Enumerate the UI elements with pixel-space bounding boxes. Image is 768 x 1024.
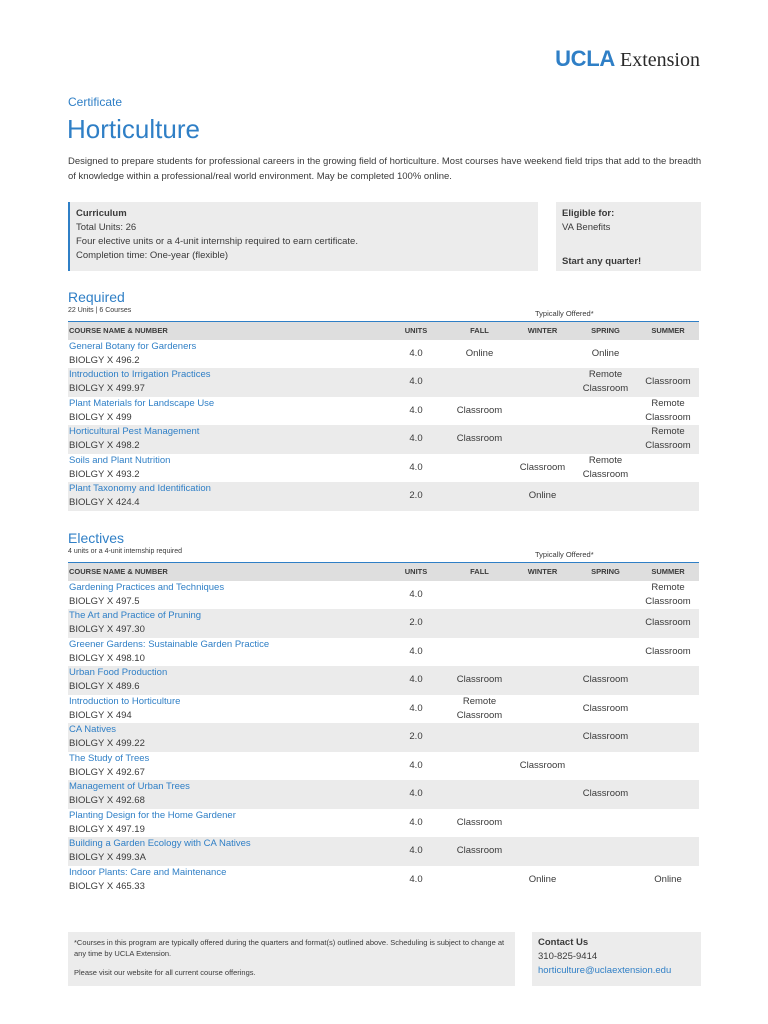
course-code: BIOLGY X 499.22 — [69, 738, 145, 750]
certificate-label: Certificate — [68, 95, 123, 109]
course-summer-cell: Classroom — [645, 645, 691, 657]
course-spring-cell — [574, 609, 637, 638]
course-code: BIOLGY X 498.2 — [69, 440, 140, 452]
course-fall-cell: Online — [465, 347, 494, 359]
course-spring-cell — [574, 638, 637, 667]
course-units-cell: 4.0 — [409, 404, 423, 416]
header-course-name: COURSE NAME & NUMBER — [69, 326, 168, 336]
course-fall-cell — [448, 866, 511, 895]
course-code: BIOLGY X 489.6 — [69, 681, 140, 693]
course-code: BIOLGY X 499.97 — [69, 383, 145, 395]
course-units-cell: 2.0 — [409, 490, 423, 502]
course-cell — [68, 397, 384, 426]
course-units-cell: 4.0 — [409, 376, 423, 388]
course-spring-cell: Classroom — [582, 702, 629, 714]
course-row — [68, 752, 699, 781]
eligibility-heading: Eligible for: — [562, 208, 615, 219]
logo-brand: UCLA — [555, 46, 615, 71]
course-code: BIOLGY X 499 — [69, 411, 132, 423]
course-units-cell: 4.0 — [409, 845, 423, 857]
course-name-link[interactable]: Horticultural Pest Management — [69, 426, 200, 438]
course-spring-cell — [574, 581, 637, 610]
course-fall-cell — [448, 581, 511, 610]
course-summer-cell — [637, 809, 699, 838]
course-name-link[interactable]: Gardening Practices and Techniques — [69, 581, 225, 593]
course-winter-cell — [511, 397, 574, 426]
course-cell — [68, 454, 384, 483]
course-winter-cell — [511, 368, 574, 397]
contact-heading: Contact Us — [538, 937, 589, 948]
course-row — [68, 609, 699, 638]
course-spring-cell — [574, 837, 637, 866]
course-name-link[interactable]: Greener Gardens: Sustainable Garden Practice — [69, 638, 270, 650]
course-fall-cell: Classroom — [456, 816, 503, 828]
required-courses-body — [68, 340, 699, 511]
course-code: BIOLGY X 492.68 — [69, 795, 145, 807]
course-fall-cell — [448, 609, 511, 638]
start-any-quarter: Start any quarter! — [562, 256, 642, 267]
scheduling-note — [68, 932, 515, 986]
required-courses-table — [68, 321, 699, 511]
course-winter-cell — [511, 638, 574, 667]
scheduling-disclaimer: *Courses in this program are typically offered during the quarters and format(s) outlined above. Scheduling is subject to change at any time by UCLA Extension. — [74, 938, 505, 958]
curriculum-completion-time: Completion time: One-year (flexible) — [76, 250, 229, 261]
course-cell — [68, 609, 384, 638]
course-code: BIOLGY X 424.4 — [69, 497, 140, 509]
course-row — [68, 368, 699, 397]
course-summer-cell — [637, 454, 699, 483]
program-description: Designed to prepare students for professional careers in the growing field of horticulture. Most courses have weekend field trips that add to the breadth of knowledge within a professional/real world environment. May be completed 100% online. — [68, 156, 702, 182]
course-winter-cell: Online — [528, 873, 557, 885]
required-section-title: Required — [68, 289, 125, 305]
course-summer-cell — [637, 482, 699, 511]
eligibility-panel — [556, 202, 701, 271]
course-cell — [68, 425, 384, 454]
course-code: BIOLGY X 492.67 — [69, 766, 145, 778]
course-summer-cell — [637, 666, 699, 695]
table-header-row — [68, 563, 699, 581]
table-header-row — [68, 322, 699, 340]
course-units-cell: 4.0 — [409, 788, 423, 800]
header-winter: WINTER — [527, 567, 558, 577]
course-code: BIOLGY X 499.3A — [69, 852, 146, 864]
course-cell — [68, 866, 384, 895]
course-row — [68, 866, 699, 895]
course-name-link[interactable]: Soils and Plant Nutrition — [69, 454, 171, 466]
electives-section-subtitle: 4 units or a 4-unit internship required — [68, 548, 183, 555]
course-row — [68, 780, 699, 809]
course-winter-cell — [511, 581, 574, 610]
course-row — [68, 340, 699, 369]
electives-courses-body — [68, 581, 699, 895]
course-fall-cell — [448, 482, 511, 511]
course-name-link[interactable]: Management of Urban Trees — [69, 781, 190, 793]
course-row — [68, 666, 699, 695]
course-units-cell: 2.0 — [409, 731, 423, 743]
course-summer-cell — [637, 695, 699, 724]
header-fall: FALL — [470, 567, 489, 577]
course-units-cell: 4.0 — [409, 433, 423, 445]
course-code: BIOLGY X 465.33 — [69, 880, 145, 892]
course-summer-cell: Remote Classroom — [645, 581, 691, 607]
course-winter-cell — [511, 723, 574, 752]
course-units-cell: 4.0 — [409, 816, 423, 828]
course-name-link[interactable]: Urban Food Production — [69, 667, 168, 679]
curriculum-panel — [68, 202, 538, 271]
electives-typically-offered: Typically Offered* — [535, 550, 594, 559]
header-summer: SUMMER — [651, 326, 685, 336]
course-summer-cell — [637, 752, 699, 781]
course-spring-cell — [574, 397, 637, 426]
header-summer: SUMMER — [651, 567, 685, 577]
course-name-link[interactable]: Introduction to Irrigation Practices — [69, 369, 211, 381]
course-row — [68, 581, 699, 610]
course-spring-cell: Classroom — [582, 674, 629, 686]
course-summer-cell — [637, 780, 699, 809]
course-name-link[interactable]: The Study of Trees — [69, 752, 150, 764]
course-cell — [68, 780, 384, 809]
course-units-cell: 4.0 — [409, 759, 423, 771]
course-name-link[interactable]: Planting Design for the Home Gardener — [69, 809, 236, 821]
course-winter-cell: Classroom — [519, 461, 566, 473]
course-winter-cell — [511, 837, 574, 866]
course-spring-cell — [574, 425, 637, 454]
course-fall-cell — [448, 752, 511, 781]
course-cell — [68, 752, 384, 781]
header-winter: WINTER — [527, 326, 558, 336]
course-name-link[interactable]: Introduction to Horticulture — [69, 695, 181, 707]
course-row — [68, 695, 699, 724]
ucla-extension-logo — [555, 46, 700, 72]
electives-courses-table — [68, 562, 699, 894]
course-code: BIOLGY X 497.5 — [69, 595, 140, 607]
course-spring-cell: Remote Classroom — [582, 454, 629, 480]
course-units-cell: 4.0 — [409, 674, 423, 686]
course-name-link[interactable]: CA Natives — [69, 724, 116, 736]
course-fall-cell: Classroom — [456, 674, 503, 686]
course-winter-cell — [511, 425, 574, 454]
header-spring: SPRING — [591, 567, 620, 577]
page-title: Horticulture — [67, 114, 200, 144]
course-spring-cell — [574, 752, 637, 781]
course-cell — [68, 340, 384, 369]
course-summer-cell — [637, 340, 699, 369]
course-fall-cell — [448, 723, 511, 752]
course-code: BIOLGY X 493.2 — [69, 468, 140, 480]
course-winter-cell — [511, 340, 574, 369]
course-summer-cell: Remote Classroom — [645, 397, 691, 423]
course-fall-cell — [448, 454, 511, 483]
course-units-cell: 4.0 — [409, 702, 423, 714]
course-units-cell: 4.0 — [409, 461, 423, 473]
course-spring-cell — [574, 482, 637, 511]
course-units-cell: 4.0 — [409, 347, 423, 359]
curriculum-total-units: Total Units: 26 — [76, 222, 137, 233]
course-row — [68, 482, 699, 511]
course-summer-cell: Remote Classroom — [645, 426, 691, 452]
course-cell — [68, 666, 384, 695]
course-row — [68, 425, 699, 454]
course-winter-cell — [511, 609, 574, 638]
curriculum-requirement: Four elective units or a 4-unit internship required to earn certificate. — [76, 236, 358, 247]
course-spring-cell: Remote Classroom — [582, 369, 629, 395]
course-cell — [68, 723, 384, 752]
course-cell — [68, 638, 384, 667]
course-summer-cell: Online — [654, 873, 682, 885]
course-units-cell: 4.0 — [409, 588, 423, 600]
course-fall-cell — [448, 368, 511, 397]
course-cell — [68, 809, 384, 838]
course-row — [68, 809, 699, 838]
course-winter-cell: Online — [528, 490, 557, 502]
course-name-link[interactable]: Building a Garden Ecology with CA Natives — [69, 838, 251, 850]
course-code: BIOLGY X 497.30 — [69, 624, 145, 636]
contact-panel — [532, 932, 701, 986]
course-spring-cell — [574, 809, 637, 838]
contact-phone[interactable]: 310-825-9414 — [538, 951, 598, 962]
course-fall-cell — [448, 780, 511, 809]
curriculum-heading: Curriculum — [76, 208, 127, 219]
course-cell — [68, 837, 384, 866]
required-typically-offered: Typically Offered* — [535, 309, 594, 318]
course-winter-cell: Classroom — [519, 759, 566, 771]
course-fall-cell: Classroom — [456, 433, 503, 445]
course-cell — [68, 581, 384, 610]
course-name-link[interactable]: Indoor Plants: Care and Maintenance — [69, 866, 227, 878]
course-units-cell: 4.0 — [409, 645, 423, 657]
course-code: BIOLGY X 494 — [69, 709, 132, 721]
course-code: BIOLGY X 498.10 — [69, 652, 145, 664]
logo-suffix: Extension — [620, 49, 700, 71]
course-name-link[interactable]: General Botany for Gardeners — [69, 340, 197, 352]
course-summer-cell: Classroom — [645, 376, 691, 388]
course-fall-cell: Classroom — [456, 845, 503, 857]
header-spring: SPRING — [591, 326, 620, 336]
course-cell — [68, 368, 384, 397]
course-row — [68, 723, 699, 752]
course-row — [68, 837, 699, 866]
course-row — [68, 638, 699, 667]
required-section-subtitle: 22 Units | 6 Courses — [68, 307, 132, 314]
course-winter-cell — [511, 695, 574, 724]
header-fall: FALL — [470, 326, 489, 336]
header-units: UNITS — [404, 326, 428, 336]
eligibility-value: VA Benefits — [562, 222, 611, 233]
course-summer-cell: Classroom — [645, 617, 691, 629]
course-spring-cell: Classroom — [582, 788, 629, 800]
course-summer-cell — [637, 723, 699, 752]
course-winter-cell — [511, 780, 574, 809]
contact-email-link[interactable]: horticulture@uclaextension.edu — [538, 965, 672, 976]
course-code: BIOLGY X 496.2 — [69, 354, 140, 366]
course-name-link[interactable]: Plant Materials for Landscape Use — [69, 397, 215, 409]
course-summer-cell — [637, 837, 699, 866]
course-cell — [68, 695, 384, 724]
course-cell — [68, 482, 384, 511]
header-units: UNITS — [404, 567, 428, 577]
course-winter-cell — [511, 809, 574, 838]
course-code: BIOLGY X 497.19 — [69, 823, 145, 835]
course-spring-cell — [574, 866, 637, 895]
course-name-link[interactable]: Plant Taxonomy and Identification — [69, 483, 211, 495]
course-name-link[interactable]: The Art and Practice of Pruning — [69, 610, 202, 622]
website-note: Please visit our website for all current course offerings. — [74, 968, 256, 977]
course-row — [68, 397, 699, 426]
course-fall-cell: Classroom — [456, 404, 503, 416]
course-row — [68, 454, 699, 483]
electives-section-title: Electives — [68, 530, 125, 546]
course-spring-cell: Online — [591, 347, 620, 359]
course-winter-cell — [511, 666, 574, 695]
course-spring-cell: Classroom — [582, 731, 629, 743]
header-course-name: COURSE NAME & NUMBER — [69, 567, 168, 577]
course-units-cell: 4.0 — [409, 873, 423, 885]
course-fall-cell — [448, 638, 511, 667]
course-units-cell: 2.0 — [409, 617, 423, 629]
course-fall-cell: Remote Classroom — [456, 695, 503, 721]
